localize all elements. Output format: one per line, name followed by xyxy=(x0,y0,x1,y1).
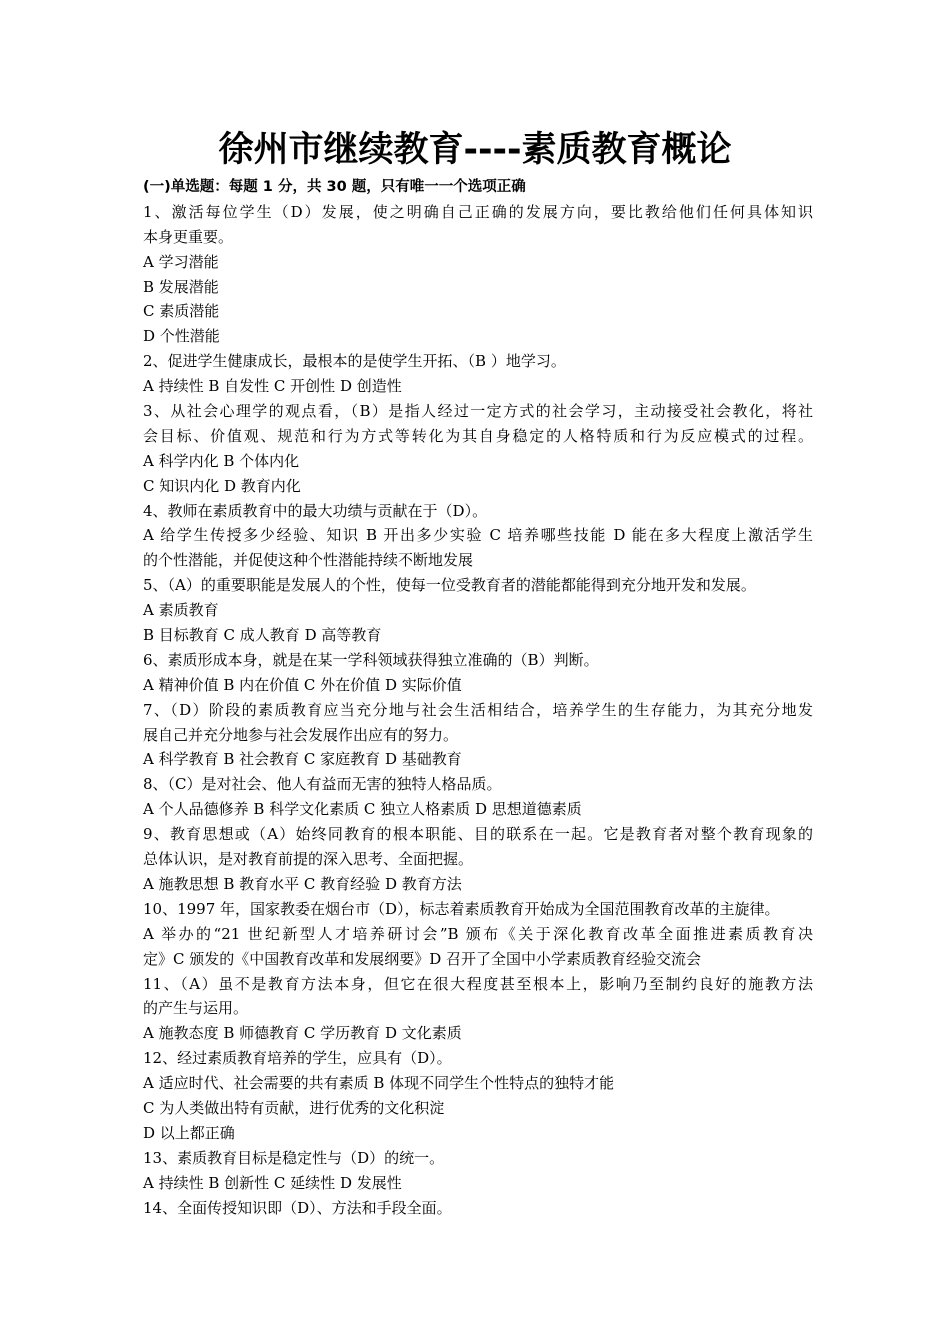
text-line: 7、（D）阶段的素质教育应当充分地与社会生活相结合，培养学生的生存能力，为其充分地发 xyxy=(143,700,813,719)
text-line: A 科学内化 B 个体内化 xyxy=(143,451,300,470)
text-line: 4、教师在素质教育中的最大功绩与贡献在于（D）。 xyxy=(143,501,488,520)
text-line: 14、全面传授知识即（D）、方法和手段全面。 xyxy=(143,1198,452,1217)
text-line: 定》C 颁发的《中国教育改革和发展纲要》D 召开了全国中小学素质教育经验交流会 xyxy=(143,949,702,968)
text-line: 会目标、价值观、规范和行为方式等转化为其自身稳定的人格特质和行为反应模式的过程。 xyxy=(143,426,813,445)
text-line: 本身更重要。 xyxy=(143,227,234,246)
text-line: 9、教育思想或（A）始终同教育的根本职能、目的联系在一起。它是教育者对整个教育现象的 xyxy=(143,825,813,844)
text-line: D 以上都正确 xyxy=(143,1123,235,1142)
text-line: A 持续性 B 自发性 C 开创性 D 创造性 xyxy=(143,377,402,396)
text-line: 11、（A）虽不是教育方法本身，但它在很大程度甚至根本上，影响乃至制约良好的施教方法 xyxy=(143,974,813,993)
text-line: C 知识内化 D 教育内化 xyxy=(143,476,301,495)
text-line: 的个性潜能，并促使这种个性潜能持续不断地发展 xyxy=(143,551,474,570)
text-line: 8、（C）是对社会、他人有益而无害的独特人格品质。 xyxy=(143,775,502,794)
text-line: D 个性潜能 xyxy=(143,327,220,346)
text-line: A 精神价值 B 内在价值 C 外在价值 D 实际价值 xyxy=(143,675,462,694)
text-line: A 持续性 B 创新性 C 延续性 D 发展性 xyxy=(143,1173,402,1192)
document-title: 徐州市继续教育----素质教育概论 xyxy=(218,130,732,170)
text-line: 总体认识，是对教育前提的深入思考、全面把握。 xyxy=(143,850,474,869)
text-line: A 施教思想 B 教育水平 C 教育经验 D 教育方法 xyxy=(143,874,462,893)
text-line: A 施教态度 B 师德教育 C 学历教育 D 文化素质 xyxy=(143,1024,462,1043)
text-line: 13、素质教育目标是稳定性与（D）的统一。 xyxy=(143,1148,445,1167)
text-line: B 目标教育 C 成人教育 D 高等教育 xyxy=(143,626,382,645)
text-line: 5、（A）的重要职能是发展人的个性，使每一位受教育者的潜能都能得到充分地开发和发展。 xyxy=(143,576,756,595)
text-line: C 为人类做出特有贡献，进行优秀的文化积淀 xyxy=(143,1098,445,1117)
text-line: A 适应时代、社会需要的共有素质 B 体现不同学生个性特点的独特才能 xyxy=(143,1074,615,1093)
text-line: 3、从社会心理学的观点看，（B）是指人经过一定方式的社会学习，主动接受社会教化，将社 xyxy=(143,402,813,421)
text-line: 10、1997 年，国家教委在烟台市（D），标志着素质教育开始成为全国范围教育改革的主旋律。 xyxy=(143,899,780,918)
text-line: 6、素质形成本身，就是在某一学科领域获得独立准确的（B）判断。 xyxy=(143,650,599,669)
section-heading: (一)单选题：每题 1 分，共 30 题，只有唯一一个选项正确 xyxy=(143,179,526,195)
text-line: A 素质教育 xyxy=(143,601,219,620)
text-line: 的产生与运用。 xyxy=(143,999,249,1018)
text-line: A 举办的“21 世纪新型人才培养研讨会”B 颁布《关于深化教育改革全面推进素质教育决 xyxy=(143,924,813,943)
document-body xyxy=(143,175,813,1220)
text-line: B 发展潜能 xyxy=(143,277,219,296)
text-line: A 科学教育 B 社会教育 C 家庭教育 D 基础教育 xyxy=(143,750,462,769)
text-line: 展自己并充分地参与社会发展作出应有的努力。 xyxy=(143,725,459,744)
text-line: 12、经过素质教育培养的学生，应具有（D）。 xyxy=(143,1049,452,1068)
text-line: C 素质潜能 xyxy=(143,302,220,321)
text-line: A 个人品德修养 B 科学文化素质 C 独立人格素质 D 思想道德素质 xyxy=(143,800,582,819)
text-line: 2、促进学生健康成长，最根本的是使学生开拓、（B ）地学习。 xyxy=(143,352,566,371)
text-line: A 学习潜能 xyxy=(143,252,219,271)
text-line: 1、激活每位学生（D）发展，使之明确自己正确的发展方向，要比教给他们任何具体知识 xyxy=(143,202,813,221)
text-line: A 给学生传授多少经验、知识 B 开出多少实验 C 培养哪些技能 D 能在多大程度上激活学生 xyxy=(143,526,813,545)
